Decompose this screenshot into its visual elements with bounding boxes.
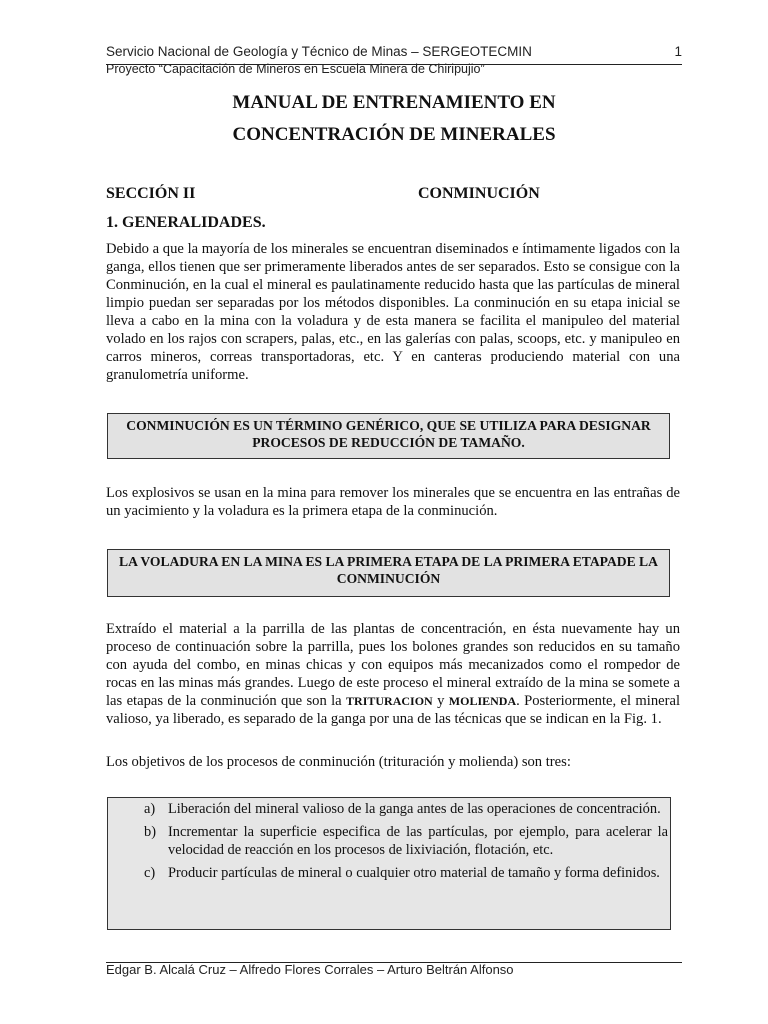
paragraph-3-text-e: . Posteriormente, el mineral valioso, ya liberado, es separado de la ganga por una de las técnicas que se indican en la Fig. 1.: [106, 693, 680, 727]
callout-box-1: CONMINUCIÓN ES UN TÉRMINO GENÉRICO, QUE SE UTILIZA PARA DESIGNAR PROCESOS DE REDUCCIÓN DE TAMAÑO.: [107, 413, 670, 459]
objective-item: [144, 864, 668, 882]
paragraph-3: [106, 620, 680, 728]
doc-title-line2: CONCENTRACIÓN DE MINERALES: [232, 124, 556, 145]
term-molienda: MOLIENDA: [448, 694, 517, 708]
paragraph-1: Debido a que la mayoría de los minerales se encuentran diseminados e íntimamente ligados con la ganga, ellos tienen que ser primeramente liberados antes de ser separados. Esto se consigue con la Conminución, en la cual el mineral es paulatinamente reducido hasta que las partículas de mineral limpio puedan ser separadas por los métodos disponibles. La conminución en su etapa inicial se lleva a cabo en la mina con la voladura y de esta manera se facilita el manipuleo del material volado en los rajos con scrapers, palas, etc., en las galerías con palas, scoops, etc. y manipuleo en carros mineros, correas transportadoras, etc. Y en canteras produciendo material con una granulometría uniforme.: [106, 241, 680, 383]
term-trituracion: TRITURACION: [346, 694, 433, 708]
objective-text: Incrementar la superficie especifica de las partículas, por ejemplo, para acelerar la velocidad de reacción en los procesos de lixiviación, flotación, etc.: [168, 824, 668, 858]
header-project: Proyecto “Capacitación de Mineros en Escuela Minera de Chiripujio”: [106, 62, 485, 76]
objective-letter: c): [144, 865, 156, 881]
page-header: [106, 44, 682, 59]
objective-text: Producir partículas de mineral o cualquier otro material de tamaño y forma definidos.: [168, 865, 660, 881]
page-number: 1: [674, 44, 682, 59]
section-name: CONMINUCIÓN: [418, 185, 540, 202]
doc-title-line1: MANUAL DE ENTRENAMIENTO EN: [232, 92, 556, 113]
section-number: SECCIÓN II: [106, 185, 196, 202]
paragraph-4: Los objetivos de los procesos de conminución (trituración y molienda) son tres:: [106, 754, 571, 770]
section-heading: [106, 185, 682, 203]
paragraph-3-text-c: y: [437, 693, 445, 709]
objective-text: Liberación del mineral valioso de la ganga antes de las operaciones de concentración.: [168, 801, 661, 817]
objective-letter: b): [144, 824, 156, 840]
objectives-box: [107, 797, 671, 930]
paragraph-2: Los explosivos se usan en la mina para remover los minerales que se encuentra en las entrañas de un yacimiento y la voladura es la primera etapa de la conminución.: [106, 485, 680, 519]
subsection-heading: 1. GENERALIDADES.: [106, 214, 266, 231]
callout-box-2: LA VOLADURA EN LA MINA ES LA PRIMERA ETAPA DE LA PRIMERA ETAPADE LA CONMINUCIÓN: [107, 549, 670, 597]
header-org: Servicio Nacional de Geología y Técnico de Minas – SERGEOTECMIN: [106, 44, 532, 59]
footer-authors: Edgar B. Alcalá Cruz – Alfredo Flores Corrales – Arturo Beltrán Alfonso: [106, 962, 514, 977]
objective-letter: a): [144, 801, 156, 817]
paragraph-3-text-a: Extraído el material a la parrilla de las plantas de concentración, en ésta nuevamente hay un proceso de continuación sobre la parrilla, pues los bolones grandes son reducidos en su tamaño con ayuda del combo, en minas chicas y con equipos más mecanizados como el rompedor de rocas en las minas más grandes. Luego de este proceso el mineral extraído de la mina se somete a las etapas de la conminución que son la: [106, 621, 680, 709]
objective-item: [144, 823, 668, 859]
objective-item: [144, 800, 668, 818]
